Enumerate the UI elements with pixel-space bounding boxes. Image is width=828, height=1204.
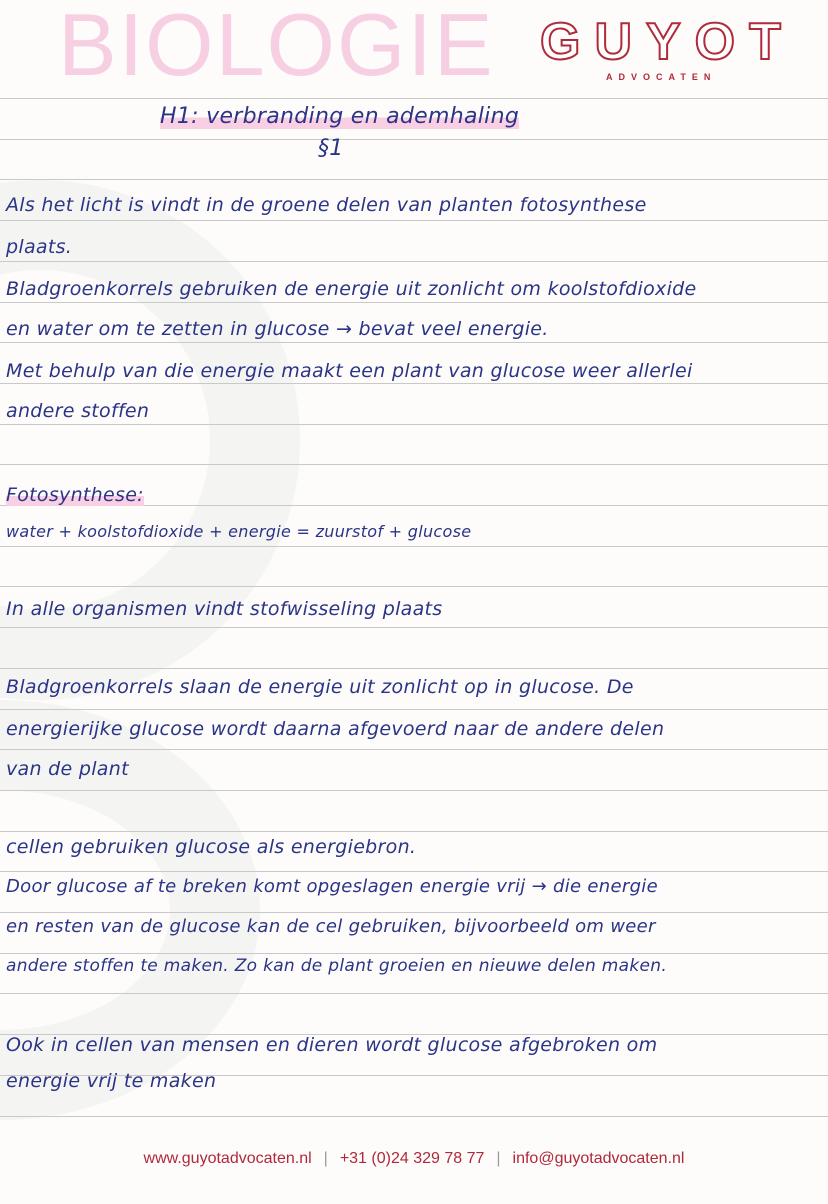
note-heading: [6, 484, 144, 506]
note-line: energie vrij te maken: [6, 1070, 217, 1092]
subject-title: BIOLOGIE: [58, 0, 495, 94]
chapter-heading-text: H1: verbranding en ademhaling: [160, 104, 520, 129]
ruled-line: [0, 668, 828, 669]
ruled-line: [0, 709, 828, 710]
ruled-line: [0, 179, 828, 180]
note-line: en water om te zetten in glucose → bevat veel energie.: [6, 318, 549, 340]
ruled-line: [0, 424, 828, 425]
ruled-line: [0, 790, 828, 791]
watermark-shape: [0, 180, 300, 700]
footer-website[interactable]: www.guyotadvocaten.nl: [143, 1150, 312, 1167]
note-line: van de plant: [6, 758, 129, 780]
ruled-line: [0, 586, 828, 587]
ruled-line: [0, 546, 828, 547]
ruled-line: [0, 871, 828, 872]
ruled-line: [0, 912, 828, 913]
brand-subtitle: ADVOCATEN: [606, 72, 717, 82]
ruled-line: [0, 627, 828, 628]
ruled-line: [0, 953, 828, 954]
ruled-line: [0, 261, 828, 262]
note-line: energierijke glucose wordt daarna afgevoerd naar de andere delen: [6, 718, 665, 740]
note-line: Ook in cellen van mensen en dieren wordt glucose afgebroken om: [6, 1034, 658, 1056]
footer: [0, 1150, 828, 1168]
ruled-line: [0, 1116, 828, 1117]
note-line: andere stoffen te maken. Zo kan de plant groeien en nieuwe delen maken.: [6, 956, 668, 976]
note-line: Bladgroenkorrels gebruiken de energie uit zonlicht om koolstofdioxide: [6, 278, 697, 300]
ruled-line: [0, 383, 828, 384]
footer-separator: |: [323, 1150, 328, 1167]
ruled-line: [0, 139, 828, 140]
ruled-line: [0, 220, 828, 221]
chapter-heading: [160, 104, 519, 129]
footer-email[interactable]: info@guyotadvocaten.nl: [512, 1150, 685, 1167]
ruled-line: [0, 993, 828, 994]
section-number: §1: [318, 136, 344, 161]
ruled-line: [0, 302, 828, 303]
note-line: Door glucose af te breken komt opgeslagen energie vrij → die energie: [6, 876, 658, 897]
note-line: Bladgroenkorrels slaan de energie uit zonlicht op in glucose. De: [6, 676, 634, 698]
ruled-line: [0, 342, 828, 343]
note-line: Als het licht is vindt in de groene delen van planten fotosynthese: [6, 194, 647, 216]
ruled-line: [0, 749, 828, 750]
ruled-line: [0, 831, 828, 832]
formula-line: water + koolstofdioxide + energie = zuurstof + glucose: [6, 522, 472, 541]
note-heading-text: Fotosynthese:: [6, 484, 144, 506]
note-line: Met behulp van die energie maakt een plant van glucose weer allerlei: [6, 360, 693, 382]
footer-separator: |: [496, 1150, 501, 1167]
footer-phone[interactable]: +31 (0)24 329 78 77: [339, 1150, 485, 1167]
note-line: andere stoffen: [6, 400, 150, 422]
ruled-line: [0, 464, 828, 465]
note-line: In alle organismen vindt stofwisseling plaats: [6, 598, 443, 620]
brand-logo: GUYOT: [540, 13, 795, 71]
note-line: cellen gebruiken glucose als energiebron.: [6, 836, 417, 858]
note-line: plaats.: [6, 236, 73, 258]
note-line: en resten van de glucose kan de cel gebruiken, bijvoorbeeld om weer: [6, 916, 656, 937]
ruled-line: [0, 98, 828, 99]
